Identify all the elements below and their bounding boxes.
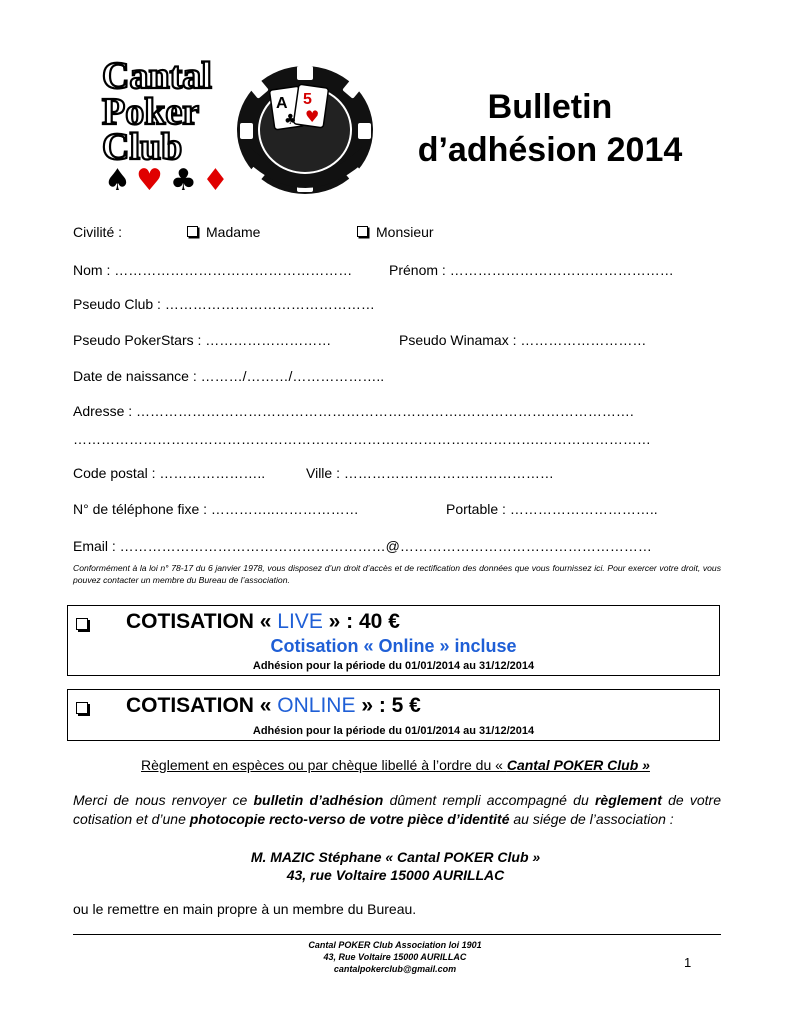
address-line-1: M. MAZIC Stéphane « Cantal POKER Club » xyxy=(250,849,541,865)
card-five-label: 5 xyxy=(303,91,312,108)
pseudo-club-field[interactable]: Pseudo Club : ……………………………………… xyxy=(73,296,375,312)
cotisation-live-box xyxy=(67,605,720,676)
telephone-field[interactable]: N° de téléphone fixe : …………..……………… xyxy=(73,501,359,517)
ville-field[interactable]: Ville : ……………………………………… xyxy=(306,465,554,481)
footer-address: 43, Rue Voltaire 15000 AURILLAC xyxy=(323,952,467,962)
title-line-1: Bulletin xyxy=(487,88,613,126)
email-field[interactable]: Email : …………………………………………………@……………………………………………… xyxy=(73,538,652,554)
page-title xyxy=(400,86,700,172)
live-online-included: Cotisation « Online » incluse xyxy=(270,636,517,656)
postal-address xyxy=(0,848,791,884)
logo-text-cantal: Cantal xyxy=(102,55,212,97)
adresse-field[interactable]: Adresse : …………………………………………………………….………………………………. xyxy=(73,403,634,419)
live-word: LIVE xyxy=(277,610,323,633)
portable-field[interactable]: Portable : ………………………….. xyxy=(446,501,658,517)
madame-label: Madame xyxy=(206,224,261,240)
page-number: 1 xyxy=(684,955,692,970)
reglement-line: Règlement en espèces ou par chèque libellé à l’ordre du « Cantal POKER Club » xyxy=(141,757,650,773)
madame-option[interactable] xyxy=(187,224,260,240)
reglement-club-name: Cantal POKER Club » xyxy=(506,757,650,773)
monsieur-label: Monsieur xyxy=(376,224,434,240)
footer-association: Cantal POKER Club Association loi 1901 xyxy=(308,940,482,950)
online-title: COTISATION « ONLINE » : 5 € xyxy=(126,694,421,717)
live-title: COTISATION « LIVE » : 40 € xyxy=(126,610,400,633)
footer xyxy=(250,939,540,975)
civilite-label: Civilité : xyxy=(73,224,123,240)
instructions-paragraph: Merci de nous renvoyer ce bulletin d’adhésion dûment rempli accompagné du règlement de votre cotisation et d’une photocopie recto-verso de votre pièce d’identité au siége de l’association : xyxy=(73,792,722,827)
svg-text:♠: ♠ xyxy=(104,163,131,197)
svg-text:♣: ♣ xyxy=(284,112,297,128)
footer-email: cantalpokerclub@gmail.com xyxy=(333,964,457,974)
svg-text:♥: ♥ xyxy=(136,163,163,197)
nom-field[interactable]: Nom : …………………………………………… xyxy=(73,262,353,278)
title-line-2: d’adhésion 2014 xyxy=(417,131,683,169)
online-checkbox[interactable] xyxy=(76,702,88,714)
cotisation-online-box xyxy=(67,689,720,741)
pseudo-pokerstars-field[interactable]: Pseudo PokerStars : ……………………… xyxy=(73,332,332,348)
pseudo-winamax-field[interactable]: Pseudo Winamax : ……………………… xyxy=(399,332,647,348)
live-checkbox[interactable] xyxy=(76,618,88,630)
live-period: Adhésion pour la période du 01/01/2014 au 31/12/2014 xyxy=(252,660,535,672)
monsieur-checkbox[interactable] xyxy=(357,226,368,237)
code-postal-field[interactable]: Code postal : ………………….. xyxy=(73,465,266,481)
svg-text:♥: ♥ xyxy=(305,107,320,126)
address-line-2: 43, rue Voltaire 15000 AURILLAC xyxy=(286,867,505,883)
prenom-field[interactable]: Prénom : ………………………………………… xyxy=(389,262,674,278)
svg-text:♦: ♦ xyxy=(202,163,229,197)
svg-text:♣: ♣ xyxy=(170,163,197,197)
card-ace-label: A xyxy=(276,95,288,112)
monsieur-option[interactable] xyxy=(357,224,434,240)
date-naissance-field[interactable]: Date de naissance : ………/………/……………….. xyxy=(73,368,385,384)
poker-chip-logo-graphic xyxy=(100,52,380,197)
footer-divider xyxy=(73,934,721,935)
logo-text-club: Club xyxy=(102,126,183,168)
remettre-note: ou le remettre en main propre à un membre du Bureau. xyxy=(73,901,417,917)
privacy-notice: Conformément à la loi n° 78-17 du 6 janvier 1978, vous disposez d’un droit d’accès et de rectification des données que vous fournissez ici. Pour exercer votre droit, vous pouvez contacter un membre du Bureau de l’association. xyxy=(73,563,721,585)
logo-text-poker: Poker xyxy=(102,91,200,133)
online-word: ONLINE xyxy=(277,694,356,717)
club-logo xyxy=(100,52,380,197)
online-period: Adhésion pour la période du 01/01/2014 au 31/12/2014 xyxy=(252,725,535,737)
adresse-field-line2[interactable]: ……………………………………………………………………………………….…………………… xyxy=(73,431,651,447)
madame-checkbox[interactable] xyxy=(187,226,198,237)
civilite-row xyxy=(73,224,122,240)
